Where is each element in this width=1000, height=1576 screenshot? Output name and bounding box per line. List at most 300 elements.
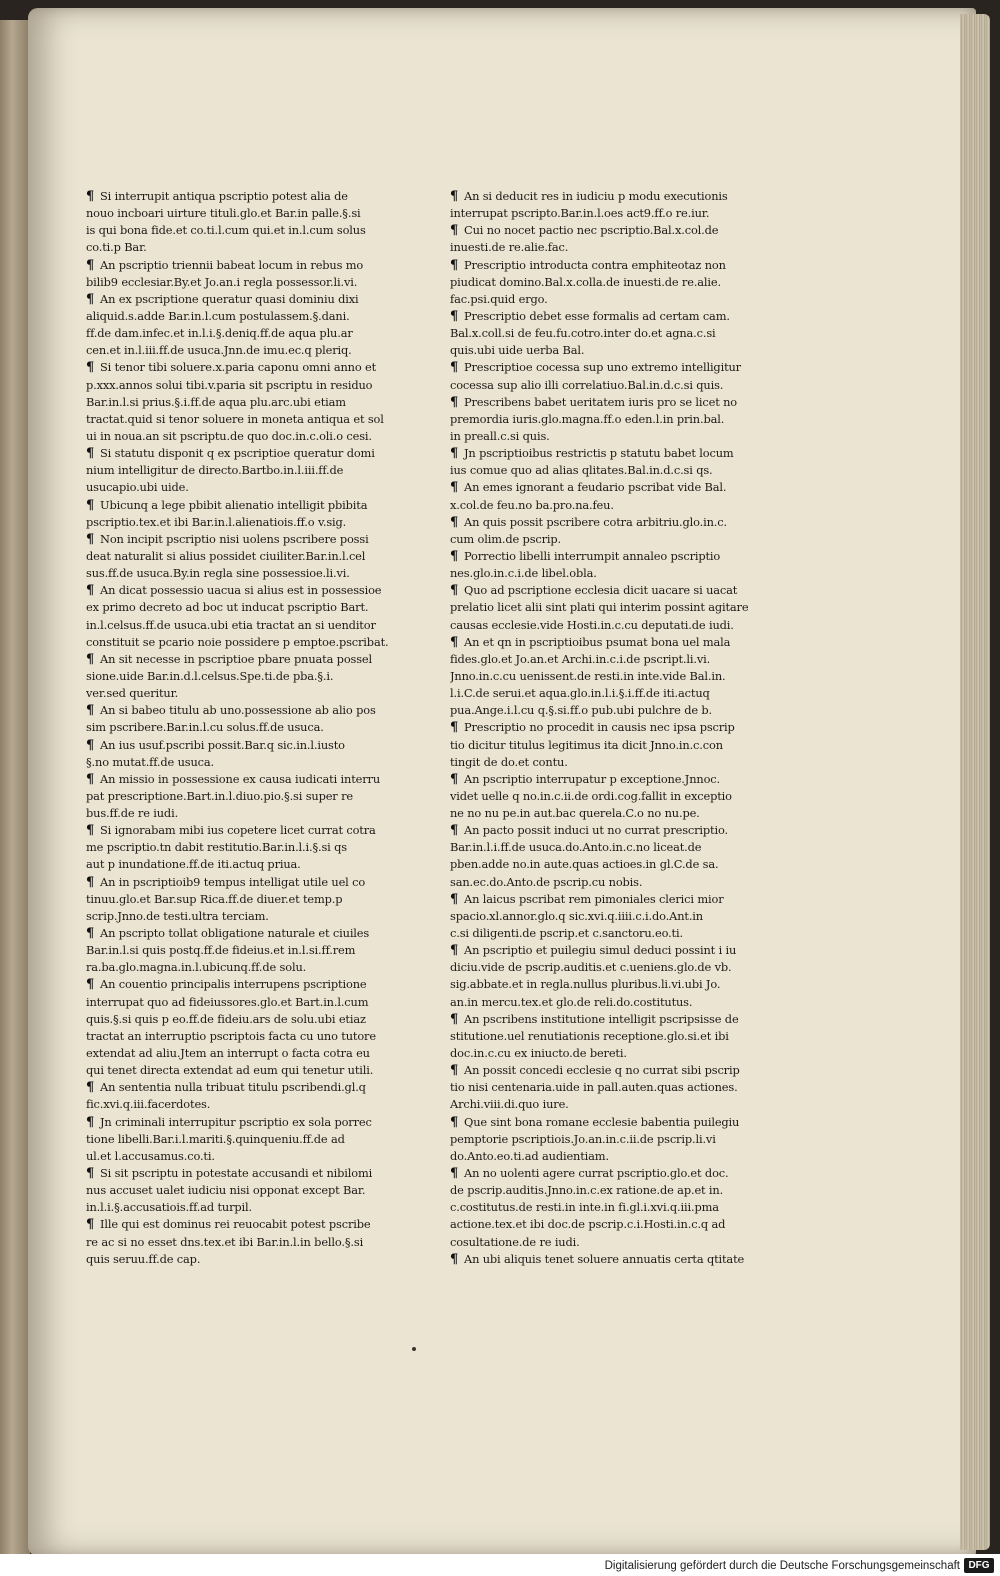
text-line [450,959,768,976]
line-text: interrupat pscripto.Bar.in.l.oes act9.ff.o re.iur. [450,206,710,221]
text-line [86,531,388,548]
text-line [450,908,768,925]
text-line [86,651,388,668]
text-line [450,257,768,274]
paragraph-mark-icon: ¶ [86,360,95,376]
text-line [86,325,388,342]
line-text: An emes ignorant a feudario pscribat vide Bal. [464,480,727,495]
line-text: Cui no nocet pactio nec pscriptio.Bal.x.col.de [464,223,719,238]
text-line [86,839,388,856]
text-line [450,1165,768,1182]
text-line [86,891,388,908]
text-line [86,1011,388,1028]
footer-band [0,1554,1000,1576]
line-text: actione.tex.et ibi doc.de pscrip.c.i.Hosti.in.c.q ad [450,1217,726,1232]
text-line [86,479,388,496]
text-line [86,788,388,805]
text-line [86,976,388,993]
text-line [450,771,768,788]
text-line [86,617,388,634]
line-text: do.Anto.eo.ti.ad audientiam. [450,1148,609,1163]
text-line [86,1096,388,1113]
paragraph-mark-icon: ¶ [86,823,95,839]
line-text: An pscripto tollat obligatione naturale et ciuiles [100,926,370,941]
text-line [86,1114,388,1131]
paragraph-mark-icon: ¶ [450,1063,459,1079]
paragraph-mark-icon: ¶ [86,1217,95,1233]
line-text: me pscriptio.tn dabit restitutio.Bar.in.l.i.§.si qs [86,840,347,855]
line-text: An pscriptio triennii babeat locum in rebus mo [100,257,364,272]
text-line [450,1234,768,1251]
paragraph-mark-icon: ¶ [86,1166,95,1182]
text-line [86,856,388,873]
text-line [86,377,388,394]
line-text: an.in mercu.tex.et glo.de reli.do.costitutus. [450,994,693,1009]
text-line [450,1028,768,1045]
line-text: pben.adde no.in aute.quas actioes.in gl.C.de sa. [450,857,719,872]
text-line [450,514,768,531]
text-line [450,497,768,514]
text-line [450,925,768,942]
line-text: tractat.quid si tenor soluere in moneta antiqua et sol [86,411,384,426]
line-text: Prescriptio introducta contra emphiteotaz non [464,257,726,272]
line-text: ra.ba.glo.magna.in.l.ubicunq.ff.de solu. [86,960,307,975]
line-text: §.no mutat.ff.de usuca. [86,754,214,769]
text-line [86,188,388,205]
paragraph-mark-icon: ¶ [450,1011,459,1027]
text-line [450,291,768,308]
line-text: de pscrip.auditis.Jnno.in.c.ex ratione.de ap.et in. [450,1183,724,1198]
text-line [86,291,388,308]
line-text: An missio in possessione ex causa iudicati interru [100,771,381,786]
text-line [450,411,768,428]
text-line [450,822,768,839]
line-text: ui in noua.an sit pscriptu.de quo doc.in.c.oli.o cesi. [86,428,372,443]
text-line [86,1199,388,1216]
line-text: co.ti.p Bar. [86,240,147,255]
line-text: An sit necesse in pscriptioe pbare pnuata possel [100,651,373,666]
text-line [450,634,768,651]
text-line [450,754,768,771]
line-text: in preall.c.si quis. [450,428,550,443]
page-mark-dot [412,1347,416,1351]
text-line [450,1079,768,1096]
text-line [450,874,768,891]
line-text: Bar.in.l.si prius.§.i.ff.de aqua plu.arc.ubi etiam [86,394,346,409]
line-text: An ius usuf.pscribi possit.Bar.q sic.in.l.iusto [100,737,345,752]
text-line [86,634,388,651]
paragraph-mark-icon: ¶ [86,977,95,993]
text-line [450,205,768,222]
line-text: cocessa sup alio illi correlatiuo.Bal.in.d.c.si quis. [450,377,724,392]
text-line [86,719,388,736]
line-text: in.l.celsus.ff.de usuca.ubi etia tractat an si uenditor [86,617,376,632]
line-text: ff.de dam.infec.et in.l.i.§.deniq.ff.de aqua plu.ar [86,326,353,341]
line-text: An possit concedi ecclesie q no currat sibi pscrip [464,1063,740,1078]
paragraph-mark-icon: ¶ [450,223,459,239]
line-text: tractat an interruptio pscriptois facta cu uno tutore [86,1028,376,1043]
line-text: Prescriptio debet esse formalis ad certam cam. [464,308,730,323]
line-text: An in pscriptioib9 tempus intelligat utile uel co [100,874,366,889]
text-line [450,188,768,205]
text-line [450,839,768,856]
text-line [450,1199,768,1216]
text-line [450,805,768,822]
line-text: inuesti.de re.alie.fac. [450,240,569,255]
line-text: stitutione.uel renutiationis receptione.glo.si.et ibi [450,1028,729,1043]
text-line [450,479,768,496]
line-text: An dicat possessio uacua si alius est in possessioe [100,583,382,598]
text-line [86,822,388,839]
line-text: sione.uide Bar.in.d.l.celsus.Spe.ti.de pba.§.i. [86,668,334,683]
line-text: cum olim.de pscrip. [450,531,562,546]
right-text-column [450,188,768,1268]
line-text: c.si diligenti.de pscrip.et c.sanctoru.eo.ti. [450,926,683,941]
text-line [450,1096,768,1113]
text-line [86,1234,388,1251]
text-line [86,994,388,1011]
text-line [86,702,388,719]
paragraph-mark-icon: ¶ [86,737,95,753]
paragraph-mark-icon: ¶ [86,874,95,890]
text-line [86,462,388,479]
paragraph-mark-icon: ¶ [450,360,459,376]
line-text: An pscribens institutione intelligit pscripsisse de [464,1011,739,1026]
line-text: Bar.in.l.si quis postq.ff.de fideius.et in.l.si.ff.rem [86,943,356,958]
paragraph-mark-icon: ¶ [450,308,459,324]
line-text: Que sint bona romane ecclesie babentia puilegiu [464,1114,740,1129]
paragraph-mark-icon: ¶ [450,1251,459,1267]
line-text: An ex pscriptione queratur quasi dominiu dixi [100,291,359,306]
text-line [86,1165,388,1182]
line-text: Prescribens babet ueritatem iuris pro se licet no [464,394,737,409]
paragraph-mark-icon: ¶ [450,394,459,410]
text-line [450,445,768,462]
text-line [86,737,388,754]
text-line [86,805,388,822]
text-line [450,548,768,565]
paragraph-mark-icon: ¶ [450,1166,459,1182]
line-text: ver.sed queritur. [86,686,179,701]
text-line [86,342,388,359]
line-text: qui tenet directa extendat ad eum qui tenetur utili. [86,1063,374,1078]
text-line [450,942,768,959]
line-text: ne no nu pe.in aut.bac querela.C.o no nu.pe. [450,806,700,821]
line-text: Bar.in.l.i.ff.de usuca.do.Anto.in.c.no liceat.de [450,840,702,855]
line-text: piudicat domino.Bal.x.colla.de inuesti.de re.alie. [450,274,721,289]
line-text: aut p inundatione.ff.de iti.actuq priua. [86,857,301,872]
line-text: quis seruu.ff.de cap. [86,1251,201,1266]
line-text: prelatio licet alii sint plati qui interim possint agitare [450,600,749,615]
text-line [86,1062,388,1079]
line-text: Jn criminali interrupitur pscriptio ex sola porrec [100,1114,372,1129]
line-text: ius comue quo ad alias qlitates.Bal.in.d.c.si qs. [450,463,713,478]
text-line [86,514,388,531]
paragraph-mark-icon: ¶ [450,720,459,736]
text-line [86,411,388,428]
text-line [450,668,768,685]
paragraph-mark-icon: ¶ [86,257,95,273]
text-line [86,942,388,959]
line-text: An si babeo titulu ab uno.possessione ab alio pos [100,703,376,718]
text-line [86,394,388,411]
paragraph-mark-icon: ¶ [86,446,95,462]
line-text: tingit de do.et contu. [450,754,568,769]
line-text: fides.glo.et Jo.an.et Archi.in.c.i.de pscript.li.vi. [450,651,711,666]
text-line [86,685,388,702]
text-line [450,1011,768,1028]
text-line [86,771,388,788]
paragraph-mark-icon: ¶ [450,583,459,599]
paragraph-mark-icon: ¶ [86,1114,95,1130]
paragraph-mark-icon: ¶ [450,514,459,530]
line-text: nes.glo.in.c.i.de libel.obla. [450,566,597,581]
text-line [450,342,768,359]
line-text: constituit se pcario noie possidere p emptoe.pscribat. [86,634,388,649]
line-text: premordia iuris.glo.magna.ff.o eden.l.in prin.bal. [450,411,725,426]
text-line [86,1079,388,1096]
paragraph-mark-icon: ¶ [86,189,95,204]
text-line [86,445,388,462]
text-line [86,239,388,256]
paragraph-mark-icon: ¶ [86,703,95,719]
line-text: An laicus pscribat rem pimoniales clerici mior [464,891,724,906]
text-line [450,462,768,479]
line-text: Non incipit pscriptio nisi uolens pscribere possi [100,531,369,546]
text-line [86,1148,388,1165]
paragraph-mark-icon: ¶ [86,497,95,513]
line-text: quis.§.si quis p eo.ff.de fideiu.ars de solu.ubi etiaz [86,1011,366,1026]
text-line [450,994,768,1011]
line-text: An pacto possit induci ut no currat prescriptio. [464,823,728,838]
text-line [86,874,388,891]
text-line [450,377,768,394]
line-text: nium intelligitur de directo.Bartbo.in.l.iii.ff.de [86,463,344,478]
text-line [86,205,388,222]
line-text: tinuu.glo.et Bar.sup Rica.ff.de diuer.et temp.p [86,891,343,906]
line-text: san.ec.do.Anto.de pscrip.cu nobis. [450,874,643,889]
line-text: is qui bona fide.et co.ti.l.cum qui.et in.l.cum solus [86,223,366,238]
line-text: x.col.de feu.no ba.pro.na.feu. [450,497,614,512]
text-line [86,222,388,239]
text-line [450,394,768,411]
text-line [450,1114,768,1131]
line-text: interrupat quo ad fideiussores.glo.et Bart.in.l.cum [86,994,369,1009]
line-text: Jn pscriptioibus restrictis p statutu babet locum [464,446,734,461]
text-line [86,257,388,274]
line-text: tio dicitur titulus legitimus ita dicit Jnno.in.c.con [450,737,723,752]
text-line [86,668,388,685]
line-text: nouo incboari uirture tituli.glo.et Bar.in palle.§.si [86,206,361,221]
text-line [86,359,388,376]
text-line [450,531,768,548]
text-line [86,497,388,514]
text-line [450,308,768,325]
line-text: pat prescriptione.Bart.in.l.diuo.pio.§.si super re [86,788,353,803]
text-line [450,1251,768,1268]
line-text: doc.in.c.cu ex iniucto.de bereti. [450,1046,627,1061]
text-line [450,702,768,719]
line-text: tio nisi centenaria.uide in pall.auten.quas actiones. [450,1080,738,1095]
line-text: fac.psi.quid ergo. [450,291,548,306]
paragraph-mark-icon: ¶ [86,926,95,942]
line-text: Si ignorabam mibi ius copetere licet currat cotra [100,823,376,838]
paragraph-mark-icon: ¶ [86,651,95,667]
text-line [86,428,388,445]
funding-credit: Digitalisierung gefördert durch die Deutsche Forschungsgemeinschaft [604,1560,960,1572]
text-line [450,1182,768,1199]
text-line [86,274,388,291]
dfg-logo: DFG [964,1558,994,1573]
text-line [450,617,768,634]
paragraph-mark-icon: ¶ [450,480,459,496]
line-text: nus accuset ualet iudiciu nisi opponat except Bar. [86,1183,366,1198]
line-text: Porrectio libelli interrumpit annaleo pscriptio [464,548,721,563]
line-text: sig.abbate.et in regla.nullus pluribus.li.vi.ubi Jo. [450,977,721,992]
line-text: Prescriptioe cocessa sup uno extremo intelligitur [464,360,741,375]
paragraph-mark-icon: ¶ [86,771,95,787]
line-text: An pscriptio interrupatur p exceptione.Jnnoc. [464,771,720,786]
paragraph-mark-icon: ¶ [450,823,459,839]
text-line [450,239,768,256]
text-line [450,428,768,445]
text-line [86,582,388,599]
text-line [86,548,388,565]
line-text: Si sit pscriptu in potestate accusandi et nibilomi [100,1166,373,1181]
line-text: cen.et in.l.iii.ff.de usuca.Jnn.de imu.ec.q pleriq. [86,343,352,358]
line-text: Ille qui est dominus rei reuocabit potest pscribe [100,1217,371,1232]
text-line [450,359,768,376]
line-text: fic.xvi.q.iii.facerdotes. [86,1097,211,1112]
text-line [86,308,388,325]
line-text: bus.ff.de re iudi. [86,806,179,821]
line-text: usucapio.ubi uide. [86,480,189,495]
text-line [450,891,768,908]
line-text: l.i.C.de serui.et aqua.glo.in.l.i.§.i.ff.de iti.actuq [450,686,710,701]
line-text: sim pscribere.Bar.in.l.cu solus.ff.de usuca. [86,720,324,735]
text-line [450,1148,768,1165]
line-text: causas ecclesie.vide Hosti.in.c.cu deputati.de iudi. [450,617,734,632]
text-line [450,651,768,668]
line-text: An si deducit res in iudiciu p modu executionis [464,189,728,203]
text-line [450,1131,768,1148]
paragraph-mark-icon: ¶ [450,634,459,650]
text-line [86,908,388,925]
text-line [450,737,768,754]
text-line [86,599,388,616]
line-text: sus.ff.de usuca.By.in regla sine possessioe.li.vi. [86,566,350,581]
line-text: extendat ad aliu.Jtem an interrupt o facta cotra eu [86,1046,370,1061]
line-text: Jnno.in.c.cu uenissent.de resti.in inte.vide Bal.in. [450,668,726,683]
text-line [86,1216,388,1233]
line-text: An couentio principalis interrupens pscriptione [100,977,367,992]
line-text: scrip.Jnno.de testi.ultra terciam. [86,908,269,923]
line-text: tione libelli.Bar.i.l.mariti.§.quinqueniu.ff.de ad [86,1131,345,1146]
line-text: Prescriptio no procedit in causis nec ipsa pscrip [464,720,735,735]
text-line [86,1182,388,1199]
text-line [86,925,388,942]
line-text: An ubi aliquis tenet soluere annuatis certa qtitate [464,1251,745,1266]
text-line [450,582,768,599]
line-text: diciu.vide de pscrip.auditis.et c.ueniens.glo.de vb. [450,960,732,975]
line-text: in.l.i.§.accusatiois.ff.ad turpil. [86,1200,252,1215]
line-text: An pscriptio et puilegiu simul deduci possint i iu [464,943,737,958]
line-text: c.costitutus.de resti.in inte.in fi.gl.i.xvi.q.iii.pma [450,1200,719,1215]
text-line [450,685,768,702]
line-text: Si interrupit antiqua pscriptio potest alia de [100,189,348,203]
text-line [450,599,768,616]
line-text: Bal.x.coll.si de feu.fu.cotro.inter do.et agna.c.si [450,326,716,341]
line-text: ex primo decreto ad boc ut inducat pscriptio Bart. [86,600,369,615]
paragraph-mark-icon: ¶ [86,583,95,599]
line-text: videt uelle q no.in.c.ii.de ordi.cog.fallit in exceptio [450,788,732,803]
left-facing-page-edge [0,20,30,1560]
line-text: Quo ad pscriptione ecclesia dicit uacare si uacat [464,583,738,598]
text-line [450,222,768,239]
text-line [450,565,768,582]
left-text-column [86,188,388,1268]
line-text: pua.Ange.i.l.cu q.§.si.ff.o pub.ubi pulchre de b. [450,703,713,718]
line-text: re ac si no esset dns.tex.et ibi Bar.in.l.in bello.§.si [86,1234,364,1249]
line-text: ul.et l.accusamus.co.ti. [86,1148,215,1163]
line-text: An quis possit pscribere cotra arbitriu.glo.in.c. [464,514,727,529]
text-line [86,1045,388,1062]
line-text: Si tenor tibi soluere.x.paria caponu omni anno et [100,360,377,375]
line-text: pscriptio.tex.et ibi Bar.in.l.alienatiois.ff.o v.sig. [86,514,347,529]
paragraph-mark-icon: ¶ [450,771,459,787]
line-text: Archi.viii.di.quo iure. [450,1097,569,1112]
text-line [86,754,388,771]
line-text: p.xxx.annos solui tibi.v.paria sit pscriptu in residuo [86,377,373,392]
paragraph-mark-icon: ¶ [450,943,459,959]
line-text: An sententia nulla tribuat titulu pscribendi.gl.q [100,1080,366,1095]
text-line [450,1045,768,1062]
line-text: spacio.xl.annor.glo.q sic.xvi.q.iiii.c.i.do.Ant.in [450,908,703,923]
line-text: quis.ubi uide uerba Bal. [450,343,585,358]
text-line [450,976,768,993]
paragraph-mark-icon: ¶ [86,531,95,547]
line-text: bilib9 ecclesiar.By.et Jo.an.i regla possessor.li.vi. [86,274,358,289]
text-line [450,274,768,291]
text-line [86,565,388,582]
text-line [86,959,388,976]
text-line [450,788,768,805]
page-block-edges [960,14,990,1550]
paragraph-mark-icon: ¶ [450,189,459,204]
paragraph-mark-icon: ¶ [450,548,459,564]
text-line [450,325,768,342]
line-text: Si statutu disponit q ex pscriptioe queratur domi [100,446,375,461]
line-text: deat naturalit si alius possidet ciuiliter.Bar.in.l.cel [86,548,366,563]
text-line [450,1216,768,1233]
paragraph-mark-icon: ¶ [450,257,459,273]
line-text: An no uolenti agere currat pscriptio.glo.et doc. [464,1166,729,1181]
text-line [450,719,768,736]
text-line [450,856,768,873]
text-line [86,1028,388,1045]
line-text: pemptorie pscriptiois.Jo.an.in.c.ii.de pscrip.li.vi [450,1131,716,1146]
paragraph-mark-icon: ¶ [86,1080,95,1096]
text-line [86,1251,388,1268]
paragraph-mark-icon: ¶ [450,1114,459,1130]
line-text: An et qn in pscriptioibus psumat bona uel mala [464,634,731,649]
text-line [450,1062,768,1079]
paragraph-mark-icon: ¶ [450,446,459,462]
paragraph-mark-icon: ¶ [450,891,459,907]
line-text: Ubicunq a lege pbibit alienatio intelligit pbibita [100,497,368,512]
paragraph-mark-icon: ¶ [86,291,95,307]
text-line [86,1131,388,1148]
